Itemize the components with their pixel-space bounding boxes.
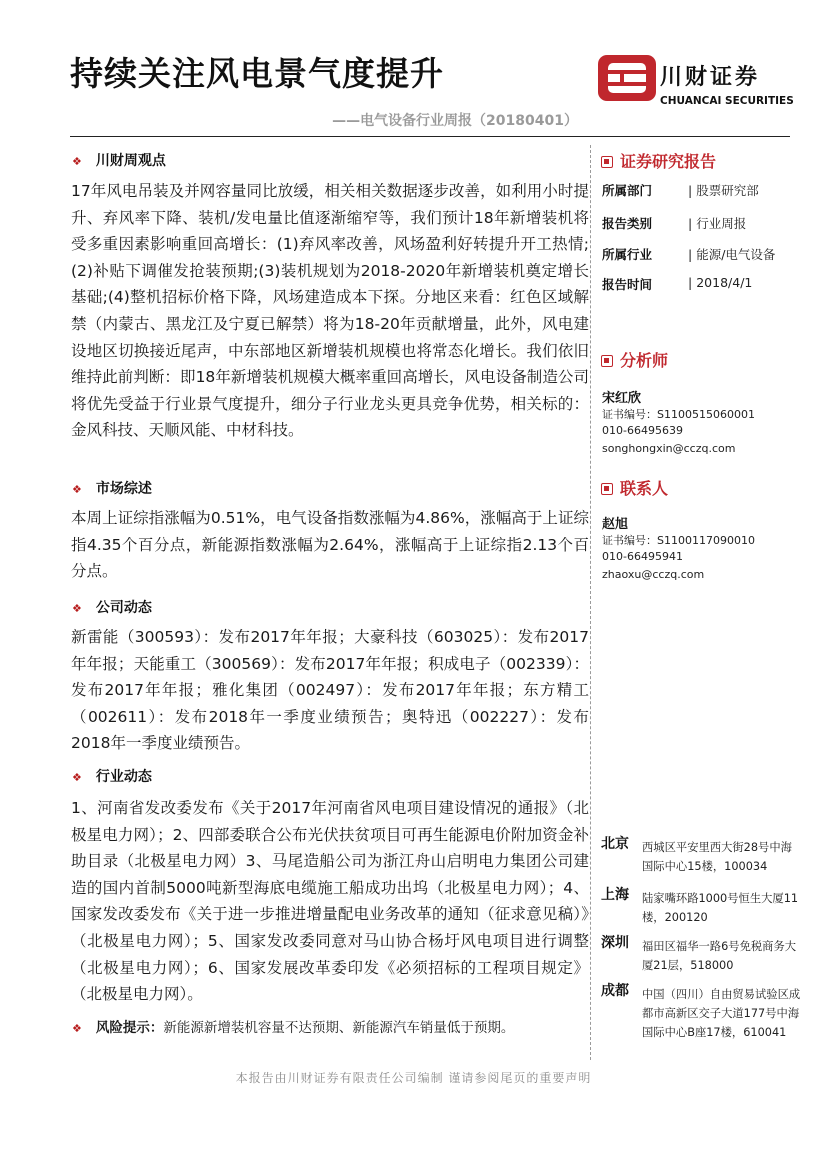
office-city-beijing: 北京 — [601, 836, 629, 852]
office-city-shenzhen: 深圳 — [601, 935, 629, 951]
section-heading-view: ❖ 川财周观点 — [72, 153, 166, 169]
info-label-date: 报告时间 — [602, 277, 653, 292]
contact-phone: 010-66495941 — [602, 550, 683, 563]
info-label-industry: 所属行业 — [602, 247, 653, 262]
contact-icon — [601, 483, 613, 495]
view-paragraph: 17年风电吊装及并网容量同比放缓，相关相关数据逐步改善，如利用小时提升、弃风率下降、装机/发电量比值逐渐缩窄等，我们预计18年新增装机将受多重因素影响重回高增长：(1)弃风率改善，风场盈利好转提升开工热情;(2)补贴下调催发抢装预期;(3)装机规划为2018-2020年新增装机奠定增长基础;(4)整机招标价格下降，风场建造成本下探。分地区来看：红色区域解禁（内蒙古、黑龙江及宁夏已解禁）将为18-20年贡献增量，此外，风电建设地区切换接近尾声，中东部地区新增装机规模也将常态化增长。我们依旧维持此前判断：即18年新增装机规模大概率重回高增长，风电设备制造公司将优先受益于行业景气度提升，细分子行业龙头更具竞争优势，相关标的：金风科技、天顺风能、中材科技。 — [71, 182, 589, 440]
diamond-bullet-icon: ❖ — [72, 602, 82, 615]
report-title: 持续关注风电景气度提升 — [70, 54, 444, 93]
analyst-icon — [601, 355, 613, 367]
logo-name-cn: 川财证券 — [660, 65, 761, 90]
company-paragraph: 新雷能（300593）：发布2017年年报；大豪科技（603025）：发布2017年年报；天能重工（300569）：发布2017年年报；积成电子（002339）：发布2017年年报；雅化集团（002497）：发布2017年年报；东方精工（002611）：发布2018年一季度业绩预告；奥特迅（002227）：发布2018年一季度业绩预告。 — [71, 628, 589, 753]
office-city-chengdu: 成都 — [601, 983, 629, 999]
info-label-category: 报告类别 — [602, 216, 653, 231]
risk-text: 新能源新增装机容量不达预期、新能源汽车销量低于预期。 — [163, 1020, 515, 1036]
report-subtitle: ——电气设备行业周报（20180401） — [332, 113, 578, 129]
logo-name-en: CHUANCAI SECURITIES — [660, 95, 794, 107]
column-divider — [590, 145, 591, 1060]
sidebar-heading-report: 证券研究报告 — [601, 149, 716, 172]
analyst-phone: 010-66495639 — [602, 424, 683, 437]
diamond-bullet-icon: ❖ — [72, 155, 82, 168]
section-heading-industry: ❖ 行业动态 — [72, 769, 152, 785]
sidebar-heading-contact: 联系人 — [601, 476, 668, 499]
report-icon — [601, 156, 613, 168]
diamond-bullet-icon: ❖ — [72, 771, 82, 784]
contact-email[interactable]: zhaoxu@cczq.com — [602, 568, 705, 581]
diamond-bullet-icon: ❖ — [72, 483, 82, 496]
sidebar-heading-analyst: 分析师 — [601, 348, 668, 371]
info-value-department: | 股票研究部 — [688, 183, 759, 198]
risk-warning — [72, 1016, 514, 1036]
office-address-shenzhen: 福田区福华一路6号免税商务大厦21层，518000 — [642, 940, 797, 972]
header-divider — [70, 136, 790, 137]
industry-paragraph: 1、河南省发改委发布《关于2017年河南省风电项目建设情况的通报》（北极星电力网）；2、四部委联合公布光伏扶贫项目可再生能源电价附加资金补助目录（北极星电力网）3、马尾造船公司为浙江舟山启明电力集团公司建造的国内首制5000吨新型海底电缆施工船成功出坞（北极星电力网）；4、国家发改委发布《关于进一步推进增量配电业务改革的通知（征求意见稿）》（北极星电力网）；5、国家发改委同意对马山协合杨圩风电项目进行调整（北极星电力网）；6、国家发展改革委印发《必须招标的工程项目规定》（北极星电力网）。 — [71, 799, 589, 1004]
section-heading-company: ❖ 公司动态 — [72, 600, 152, 616]
risk-heading: 风险提示： — [95, 1020, 164, 1036]
analyst-email[interactable]: songhongxin@cczq.com — [602, 442, 736, 455]
diamond-bullet-icon: ❖ — [72, 1022, 82, 1035]
office-city-shanghai: 上海 — [601, 887, 629, 903]
analyst-cert: 证书编号：S1100515060001 — [602, 408, 755, 421]
footer-disclaimer: 本报告由川财证券有限责任公司编制 谨请参阅尾页的重要声明 — [235, 1071, 592, 1085]
info-label-department: 所属部门 — [602, 183, 653, 198]
info-value-industry: | 能源/电气设备 — [688, 247, 776, 262]
info-value-category: | 行业周报 — [688, 216, 747, 231]
section-heading-market: ❖ 市场综述 — [72, 481, 152, 497]
contact-cert: 证书编号：S1100117090010 — [602, 534, 755, 547]
office-address-shanghai: 陆家嘴环路1000号恒生大厦11楼，200120 — [642, 892, 799, 924]
office-address-chengdu: 中国（四川）自由贸易试验区成都市高新区交子大道177号中海国际中心B座17楼，610041 — [642, 988, 801, 1039]
contact-name: 赵旭 — [602, 517, 629, 532]
chuancai-logo-icon — [598, 55, 656, 101]
analyst-name: 宋红欣 — [602, 391, 642, 406]
office-address-beijing: 西城区平安里西大街28号中海国际中心15楼，100034 — [642, 841, 792, 873]
info-value-date: | 2018/4/1 — [688, 275, 753, 290]
market-paragraph: 本周上证综指涨幅为0.51%，电气设备指数涨幅为4.86%，涨幅高于上证综指4.35个百分点，新能源指数涨幅为2.64%，涨幅高于上证综指2.13个百分点。 — [71, 509, 589, 581]
